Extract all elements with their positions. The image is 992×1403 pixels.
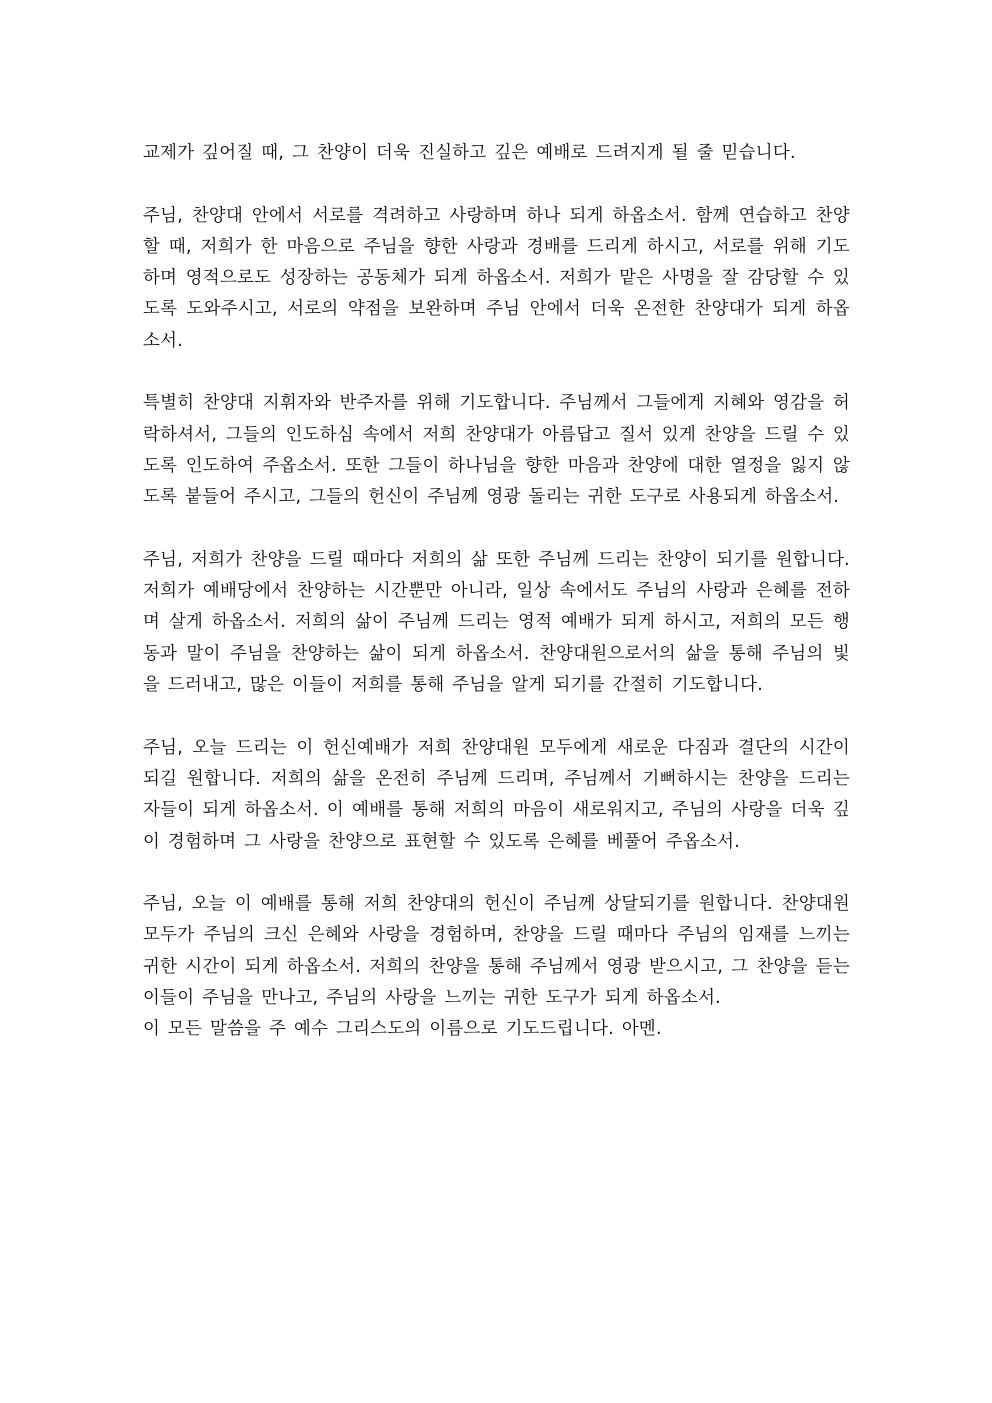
paragraph-spacer bbox=[143, 514, 850, 545]
closing-prayer-line: 이 모든 말씀을 주 예수 그리스도의 이름으로 기도드립니다. 아멘. bbox=[143, 1019, 662, 1040]
paragraph-continuation: 교제가 깊어질 때, 그 찬양이 더욱 진실하고 깊은 예배로 드려지게 될 줄 믿습니다. bbox=[143, 143, 796, 163]
paragraph-conductor-accompanist: 특별히 찬양대 지휘자와 반주자를 위해 기도합니다. 주님께서 그들에게 지혜와 영감을 허락하셔서, 그들의 인도하심 속에서 저희 찬양대가 아름답고 질서 있게 찬양을 드릴 수 있도록 인도하여 주옵소서. 또한 그들이 하나님을 향한 마음과 찬양에 대한 열정을 잃지 않도록 붙들어 주시고, 그들의 헌신이 주님께 영광 돌리는 귀한 도구로 사용되게 하옵소서. bbox=[143, 393, 850, 508]
paragraph-spacer bbox=[143, 357, 850, 388]
paragraph-spacer bbox=[143, 169, 850, 200]
paragraph-spacer bbox=[143, 858, 850, 889]
paragraph-life-as-praise: 주님, 저희가 찬양을 드릴 때마다 저희의 삶 또한 주님께 드리는 찬양이 되기를 원합니다. 저희가 예배당에서 찬양하는 시간뿐만 아니라, 일상 속에서도 주님의 사랑과 은혜를 전하며 살게 하옵소서. 저희의 삶이 주님께 드리는 영적 예배가 되게 하시고, 저희의 모든 행동과 말이 주님을 찬양하는 삶이 되게 하옵소서. 찬양대원으로서의 삶을 통해 주님의 빛을 드러내고, 많은 이들이 저희를 통해 주님을 알게 되기를 간절히 기도합니다. bbox=[143, 549, 850, 696]
prayer-text-body bbox=[143, 138, 850, 1046]
paragraph-offering: 주님, 오늘 이 예배를 통해 저희 찬양대의 헌신이 주님께 상달되기를 원합니다. 찬양대원 모두가 주님의 크신 은혜와 사랑을 경험하며, 찬양을 드릴 때마다 주님의 임재를 느끼는 귀한 시간이 되게 하옵소서. 저희의 찬양을 통해 주님께서 영광 받으시고, 그 찬양을 듣는 이들이 주님을 만나고, 주님의 사랑을 느끼는 귀한 도구가 되게 하옵소서. bbox=[143, 894, 850, 1009]
paragraph-dedication-service: 주님, 오늘 드리는 이 헌신예배가 저희 찬양대원 모두에게 새로운 다짐과 결단의 시간이 되길 원합니다. 저희의 삶을 온전히 주님께 드리며, 주님께서 기뻐하시는 찬양을 드리는 자들이 되게 하옵소서. 이 예배를 통해 저희의 마음이 새로워지고, 주님의 사랑을 더욱 깊이 경험하며 그 사랑을 찬양으로 표현할 수 있도록 은혜를 베풀어 주옵소서. bbox=[143, 737, 850, 852]
paragraph-choir-unity: 주님, 찬양대 안에서 서로를 격려하고 사랑하며 하나 되게 하옵소서. 함께 연습하고 찬양할 때, 저희가 한 마음으로 주님을 향한 사랑과 경배를 드리게 하시고, 서로를 위해 기도하며 영적으로도 성장하는 공동체가 되게 하옵소서. 저희가 맡은 사명을 잘 감당할 수 있도록 도와주시고, 서로의 약점을 보완하며 주님 안에서 더욱 온전한 찬양대가 되게 하옵소서. bbox=[143, 205, 850, 351]
paragraph-spacer bbox=[143, 701, 850, 732]
